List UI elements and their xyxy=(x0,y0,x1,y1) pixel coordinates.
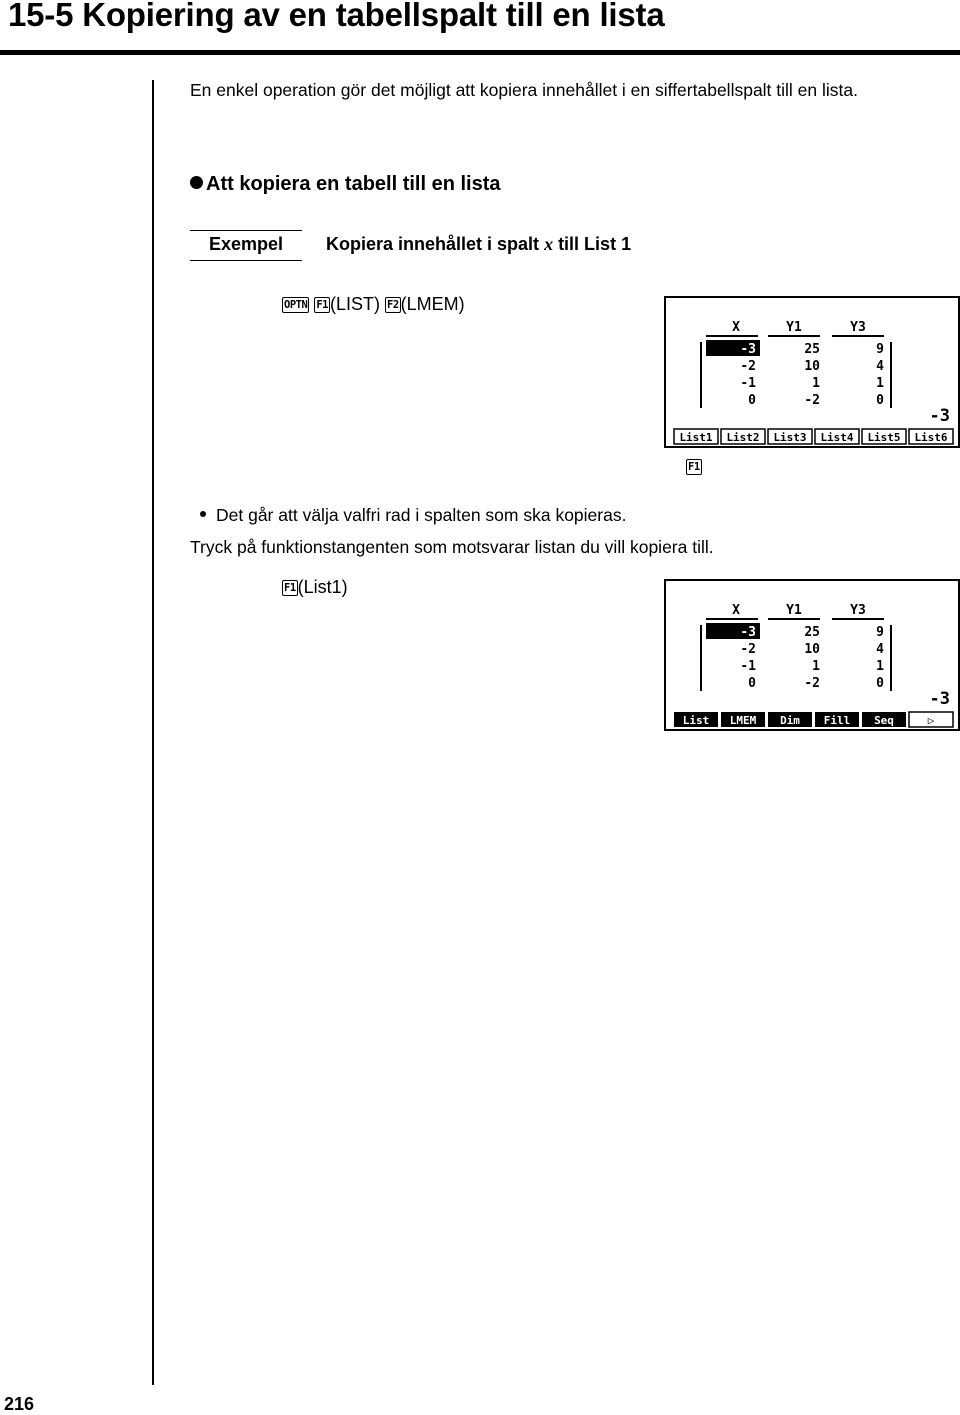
f2-key-icon: F2 xyxy=(387,299,399,311)
cell-r2-c2: 10 xyxy=(804,642,820,657)
cell-r1-c3: 9 xyxy=(876,342,884,357)
cell-r2-c2: 10 xyxy=(804,359,820,374)
example-variable: x xyxy=(544,234,554,254)
menu-bar-1 xyxy=(674,429,953,444)
cell-r4-c3: 0 xyxy=(876,393,884,408)
cell-r3-c1: -1 xyxy=(740,659,756,674)
f1-key-under-screen xyxy=(686,456,702,477)
cell-r1-c2: 25 xyxy=(804,625,820,640)
cell-r3-c1: -1 xyxy=(740,376,756,391)
cell-r2-c1: -2 xyxy=(740,359,756,374)
list-key-label: (LIST) xyxy=(329,294,380,314)
column-header-y1: Y1 xyxy=(786,320,802,335)
f1-key-icon: F1 xyxy=(316,299,328,311)
menu-dim: Dim xyxy=(780,714,800,727)
column-header-y3: Y3 xyxy=(850,603,866,618)
bullet-item xyxy=(200,501,626,529)
column-header-x: X xyxy=(732,320,740,335)
menu-list6: List6 xyxy=(914,431,948,444)
calculator-screen-2 xyxy=(664,579,960,731)
page-number: 216 xyxy=(4,1394,35,1414)
f1-key-icon: F1 xyxy=(284,582,296,594)
cell-r1-c3: 9 xyxy=(876,625,884,640)
section-heading xyxy=(190,173,501,196)
menu-next-icon: ▷ xyxy=(927,714,935,727)
column-header-y1: Y1 xyxy=(786,603,802,618)
cell-r3-c2: 1 xyxy=(812,659,820,674)
intro-paragraph: En enkel operation gör det möjligt att kopiera innehållet i en siffertabellspalt till en lista. xyxy=(190,80,858,100)
column-header-x: X xyxy=(732,603,740,618)
menu-list3: List3 xyxy=(773,431,807,444)
key-sequence-1 xyxy=(282,294,465,315)
cell-r1-c2: 25 xyxy=(804,342,820,357)
key-sequence-2 xyxy=(282,577,348,598)
cell-value-readout: -3 xyxy=(929,406,950,426)
cell-r4-c1: 0 xyxy=(748,393,756,408)
example-label: Exempel xyxy=(208,234,284,254)
example-text-after: till List 1 xyxy=(553,234,632,254)
menu-list5: List5 xyxy=(867,431,901,444)
menu-list: List xyxy=(682,714,710,727)
cell-r1-c1: -3 xyxy=(740,342,756,357)
f1-key-icon: F1 xyxy=(688,461,700,473)
menu-list1: List1 xyxy=(679,431,713,444)
menu-list2: List2 xyxy=(726,431,760,444)
cell-r3-c3: 1 xyxy=(876,376,884,391)
menu-fill: Fill xyxy=(823,714,851,727)
cell-r4-c2: -2 xyxy=(804,676,820,691)
cell-r2-c1: -2 xyxy=(740,642,756,657)
menu-lmem: LMEM xyxy=(729,714,757,727)
menu-bar-2 xyxy=(674,712,953,727)
example-text-before: Kopiera innehållet i spalt xyxy=(326,234,545,254)
example-text xyxy=(326,234,631,255)
side-rule xyxy=(152,80,154,1385)
bullet-icon xyxy=(200,511,206,517)
cell-r2-c3: 4 xyxy=(876,359,884,374)
cell-r3-c2: 1 xyxy=(812,376,820,391)
cell-r1-c1: -3 xyxy=(740,625,756,640)
calculator-screen-1 xyxy=(664,296,960,448)
menu-seq: Seq xyxy=(874,714,894,727)
lmem-key-label: (LMEM) xyxy=(400,294,465,314)
bullet-dot-icon xyxy=(190,176,203,189)
cell-r4-c1: 0 xyxy=(748,676,756,691)
cell-r4-c3: 0 xyxy=(876,676,884,691)
title-rule xyxy=(0,50,960,55)
screen-1-display xyxy=(666,298,958,446)
instruction-text: Tryck på funktionstangenten som motsvarar listan du vill kopiera till. xyxy=(190,537,714,557)
list1-key-label: (List1) xyxy=(297,577,348,597)
screen-2-display xyxy=(666,581,958,729)
menu-list4: List4 xyxy=(820,431,854,444)
cell-r3-c3: 1 xyxy=(876,659,884,674)
page-title: 15-5 Kopiering av en tabellspalt till en lista xyxy=(8,0,665,33)
cell-value-readout: -3 xyxy=(929,689,950,709)
section-heading-text: Att kopiera en tabell till en lista xyxy=(206,173,501,195)
cell-r4-c2: -2 xyxy=(804,393,820,408)
optn-key-icon: OPTN xyxy=(284,299,308,311)
bullet-text: Det går att välja valfri rad i spalten som ska kopieras. xyxy=(216,505,627,525)
column-header-y3: Y3 xyxy=(850,320,866,335)
cell-r2-c3: 4 xyxy=(876,642,884,657)
